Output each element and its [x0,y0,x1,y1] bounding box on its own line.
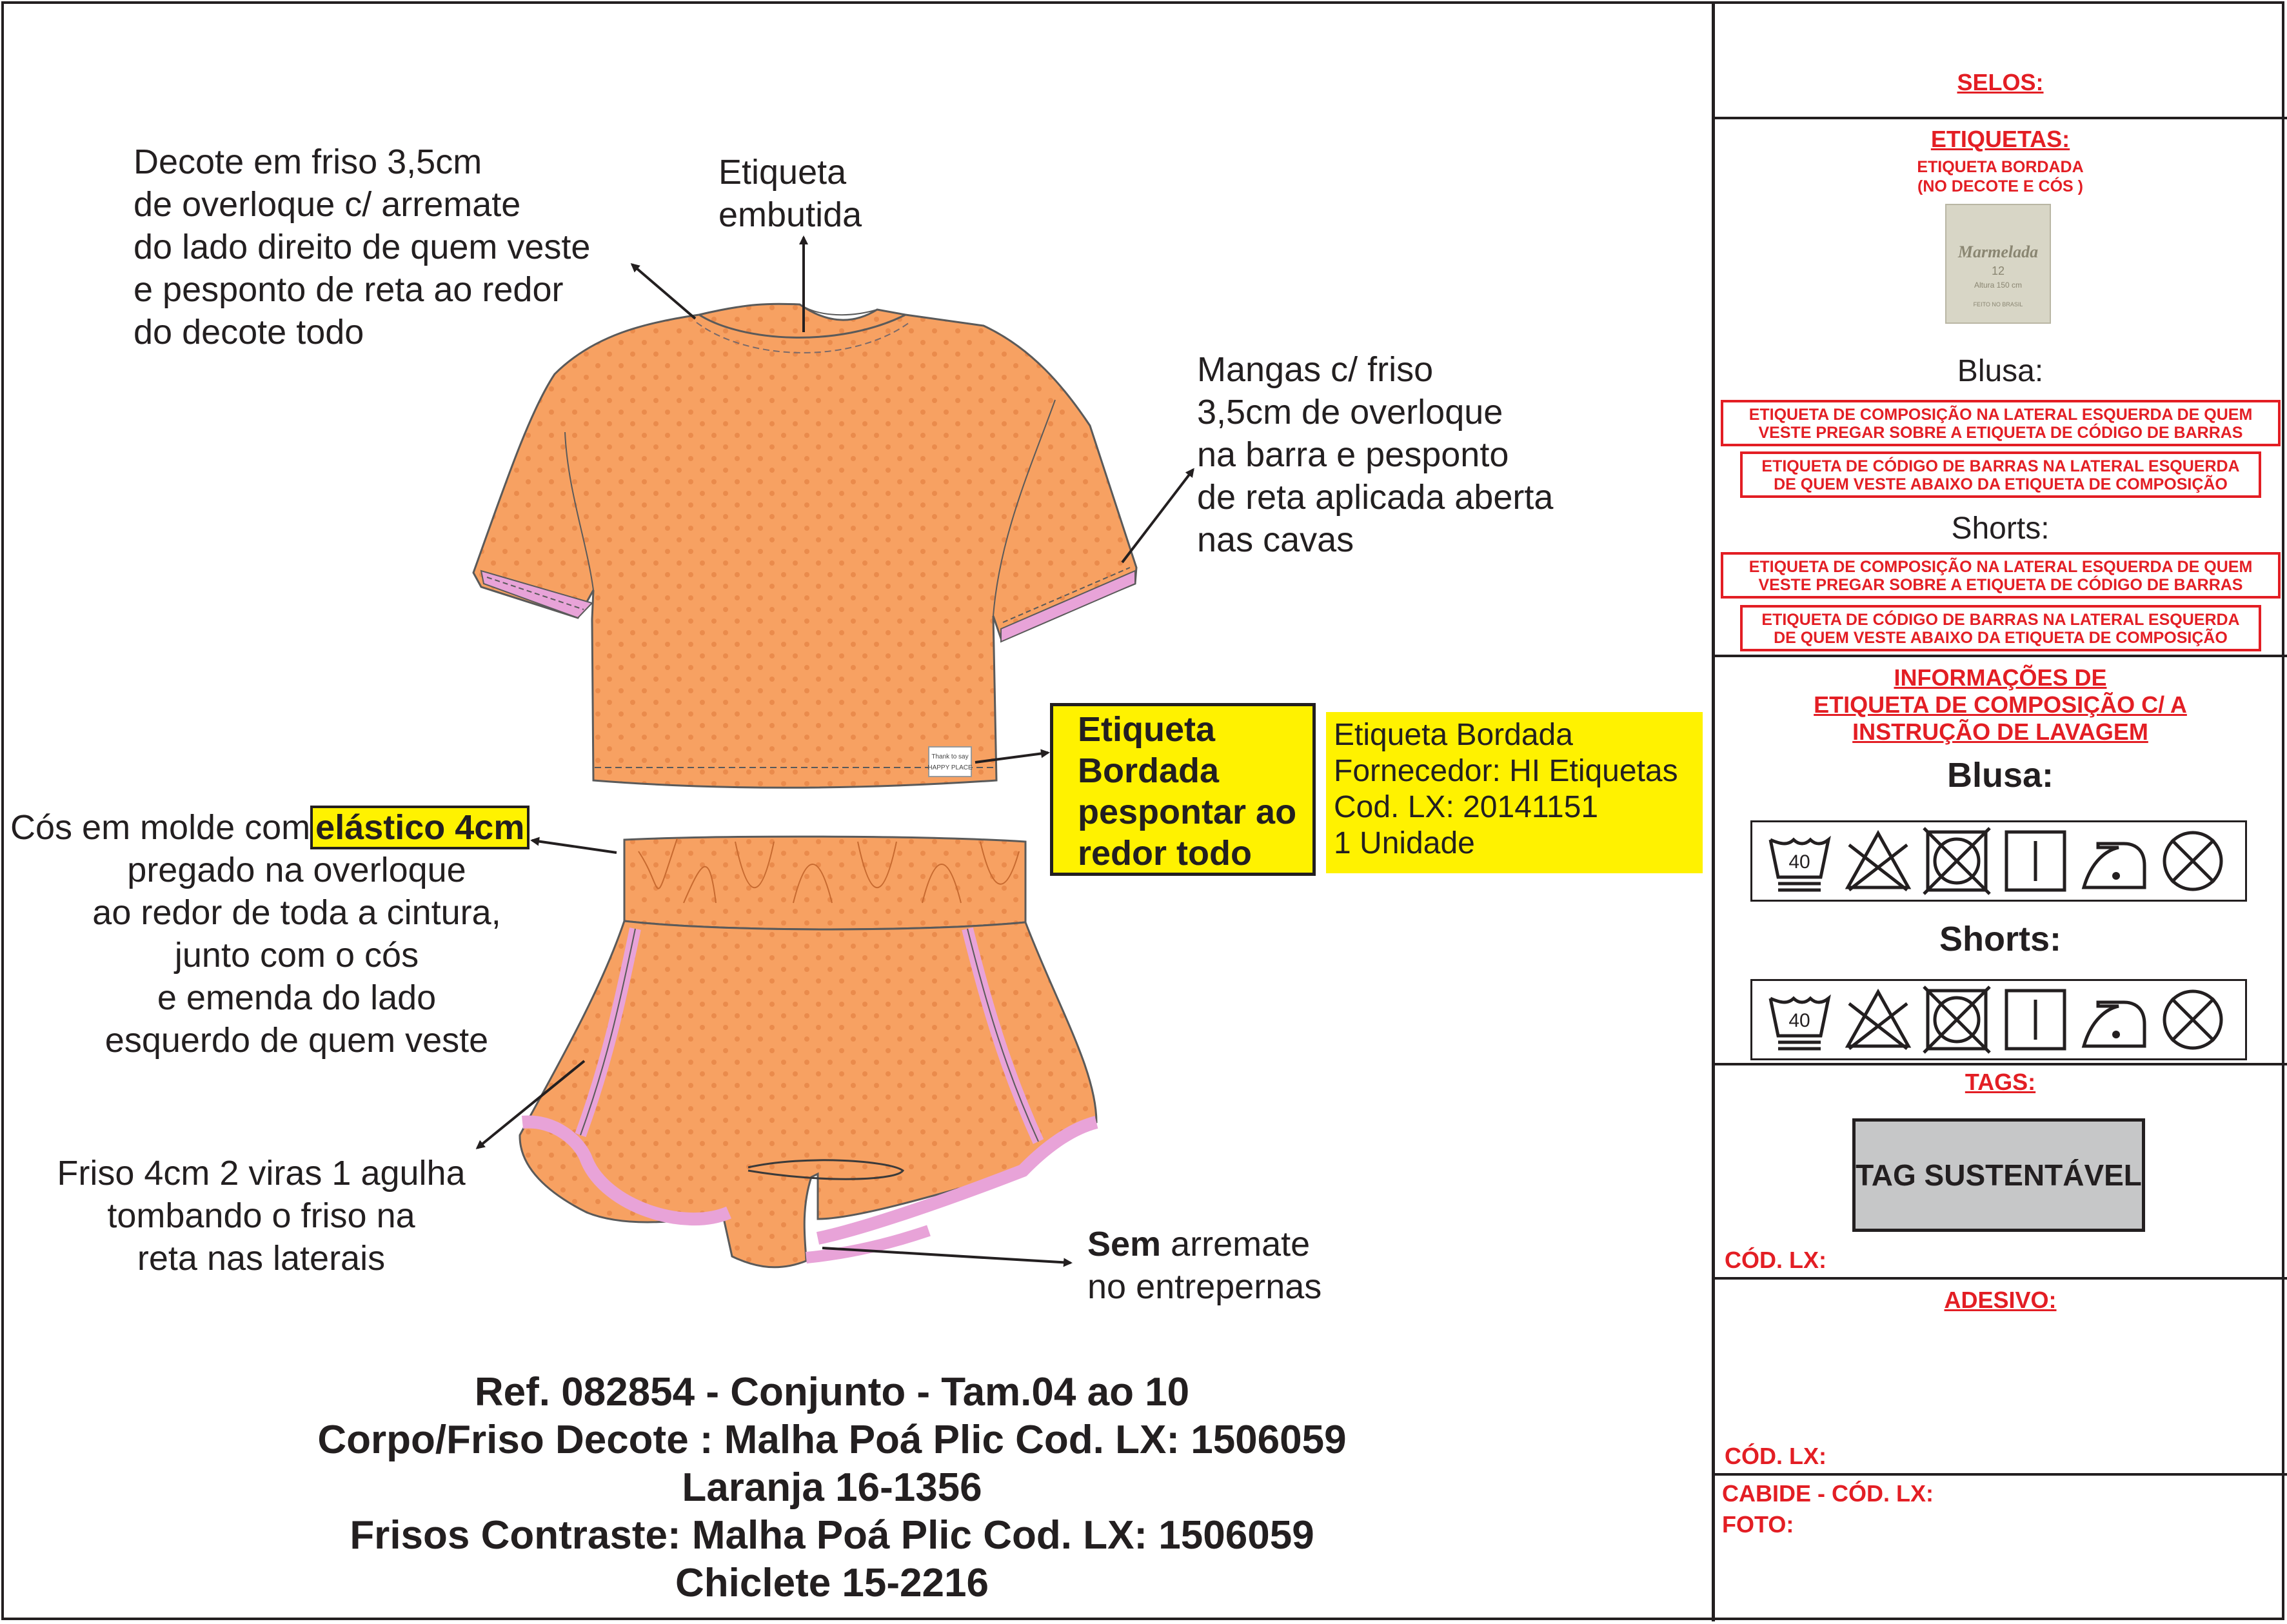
red-box-line: ETIQUETA DE COMPOSIÇÃO NA LATERAL ESQUERDA DE QUEM [1748,558,2253,576]
embroidered-info-line: 1 Unidade [1334,826,1475,860]
care-symbols-shorts [1750,979,2247,1060]
crotch-note-rest: arremate [1161,1225,1311,1263]
woven-label-sample [1945,204,2051,324]
seals-heading: SELOS: [1957,69,2044,95]
body-fabric: Corpo/Friso Decote : Malha Poá Plic Cod. LX: 1506059 [317,1418,1347,1462]
no-tumble-dry-icon [1921,826,1992,896]
waistband-note-line: esquerdo de quem veste [104,1021,489,1060]
red-box-line: VESTE PREGAR SOBRE A ETIQUETA DE CÓDIGO DE BARRAS [1758,576,2243,594]
embroidered-box-line: Etiqueta [1078,710,1216,749]
crotch-note [1087,1223,1322,1308]
sleeves-note-line: Mangas c/ friso [1197,350,1434,389]
red-box-line: DE QUEM VESTE ABAIXO DA ETIQUETA DE COMPOSIÇÃO [1774,475,2228,493]
red-box-line: DE QUEM VESTE ABAIXO DA ETIQUETA DE COMPOSIÇÃO [1774,629,2228,647]
inner-label-note [718,151,862,236]
sleeves-note [1197,348,1553,561]
embroidered-box-line: pespontar ao [1078,793,1297,831]
contrast-fabric: Frisos Contraste: Malha Poá Plic Cod. LX: 1506059 [350,1513,1314,1558]
shorts-barcode-label-note [1740,605,2261,651]
care-info-heading-line: INSTRUÇÃO DE LAVAGEM [1852,718,2148,745]
label-height-text: Altura 150 cm [1974,281,2023,290]
neckline-note-line: Decote em friso 3,5cm [134,143,482,181]
crotch-note-bold: Sem [1087,1225,1162,1263]
mini-tag-top-text: Thank to say [931,753,969,760]
iron-low-icon [2079,826,2150,896]
care-shorts-heading: Shorts: [1939,920,2061,958]
sustainable-tag-text: TAG SUSTENTÁVEL [1856,1158,2142,1192]
sleeves-note-line: nas cavas [1197,520,1354,559]
tshirt-drawing [473,304,1136,787]
embroidered-info-text [1334,717,1678,862]
waistband-note-line: e emenda do lado [157,978,437,1017]
waistband-note-line: pregado na overloque [127,851,466,889]
care-info-heading [1714,664,2287,746]
embroidered-label-heading-line: (NO DECOTE E CÓS ) [1917,177,2083,195]
red-box-line: ETIQUETA DE CÓDIGO DE BARRAS NA LATERAL ESQUERDA [1761,457,2240,475]
shorts-drawing [520,837,1096,1267]
panel-separator [1714,1277,2287,1280]
no-bleach-icon [1843,984,1914,1055]
crotch-note-line: no entrepernas [1087,1267,1322,1306]
contrast-color: Chiclete 15-2216 [675,1561,989,1605]
side-trim-note-line: tombando o friso na [107,1196,415,1235]
embroidered-label-info [1326,712,1703,873]
line-dry-icon [2000,984,2071,1055]
panel-separator [1714,1063,2287,1065]
embroidered-label-box [1050,703,1316,876]
tag-cod-lx: CÓD. LX: [1725,1247,1827,1273]
iron-low-icon [2079,984,2150,1055]
mini-tag-bottom-text: HAPPY PLACE [927,764,973,771]
no-dry-clean-icon [2157,826,2228,896]
embroidered-label-heading-line: ETIQUETA BORDADA [1917,158,2084,176]
side-trim-note-line: reta nas laterais [137,1239,386,1278]
embroidered-info-line: Fornecedor: HI Etiquetas [1334,754,1678,788]
hanger-cod-lx: CABIDE - CÓD. LX: [1722,1480,1934,1507]
no-dry-clean-icon [2157,984,2228,1055]
elastic-highlight: elástico 4cm [310,806,530,849]
label-brand-text: Marmelada [1957,243,2039,261]
sticker-heading: ADESIVO: [1944,1287,2057,1313]
red-box-line: ETIQUETA DE CÓDIGO DE BARRAS NA LATERAL ESQUERDA [1761,611,2240,629]
neckline-note-line: e pesponto de reta ao redor [134,270,564,309]
mini-brand-tag [927,747,973,777]
shorts-labels-heading: Shorts: [1951,511,2050,546]
embroidered-label-heading [1714,157,2287,196]
sleeves-note-line: 3,5cm de overloque [1197,393,1503,431]
neckline-note [134,141,590,353]
embroidered-info-line: Cod. LX: 20141151 [1334,790,1599,824]
tags-heading: TAGS: [1965,1069,2036,1095]
body-color: Laranja 16-1356 [682,1465,982,1510]
label-origin-text: FEITO NO BRASIL [1973,301,2023,308]
wash-40-icon [1764,984,1835,1055]
blusa-labels-heading: Blusa: [1957,354,2044,388]
blusa-barcode-label-note [1740,451,2261,498]
waistband-note-line: ao redor de toda a cintura, [92,893,501,932]
side-trim-note-line: Friso 4cm 2 viras 1 agulha [57,1154,466,1193]
panel-separator [1714,655,2287,657]
embroidered-box-line: Bordada [1078,751,1220,790]
neckline-note-line: de overloque c/ arremate [134,185,521,224]
sticker-cod-lx: CÓD. LX: [1725,1443,1827,1469]
panel-separator [1714,117,2287,119]
embroidered-box-line: redor todo [1078,834,1252,873]
blusa-composition-label-note [1721,400,2281,446]
product-ref: Ref. 082854 - Conjunto - Tam.04 ao 10 [474,1370,1190,1414]
no-tumble-dry-icon [1921,984,1992,1055]
wash-40-icon [1764,826,1835,896]
embroidered-info-line: Etiqueta Bordada [1334,718,1573,752]
no-bleach-icon [1843,826,1914,896]
care-blusa-heading: Blusa: [1946,756,2054,795]
line-dry-icon [2000,826,2071,896]
shorts-composition-label-note [1721,552,2281,599]
waistband-note-prefix: Cós em molde com [10,808,311,847]
sleeves-note-line: na barra e pesponto [1197,435,1509,474]
care-info-heading-line: ETIQUETA DE COMPOSIÇÃO C/ A [1814,691,2187,718]
waistband-note [39,849,555,1062]
waistband-note-line: junto com o cós [174,936,419,975]
red-box-line: ETIQUETA DE COMPOSIÇÃO NA LATERAL ESQUERDA DE QUEM [1748,406,2253,424]
red-box-line: VESTE PREGAR SOBRE A ETIQUETA DE CÓDIGO DE BARRAS [1758,424,2243,442]
panel-divider [1712,1,1715,1621]
wash-temp-text: 40 [1788,851,1810,873]
hanger-photo: FOTO: [1722,1511,1794,1538]
neckline-note-line: do lado direito de quem veste [134,228,591,266]
wash-temp-text: 40 [1788,1010,1810,1031]
side-trim-note [19,1152,503,1280]
panel-separator [1714,1473,2287,1476]
crotch-note-line [1087,1223,1322,1265]
embroidered-label-box-text [1078,709,1296,874]
neckline-note-line: do decote todo [134,313,364,352]
inner-label-note-line: Etiqueta [718,153,847,192]
care-symbols-blusa [1750,820,2247,902]
labels-heading: ETIQUETAS: [1930,126,2070,152]
sustainable-tag [1852,1118,2145,1232]
waistband-note-first-line [10,806,530,849]
inner-label-note-line: embutida [718,195,862,234]
sleeves-note-line: de reta aplicada aberta [1197,478,1554,517]
care-info-heading-line: INFORMAÇÕES DE [1894,664,2107,691]
label-size-text: 12 [1991,264,2005,277]
